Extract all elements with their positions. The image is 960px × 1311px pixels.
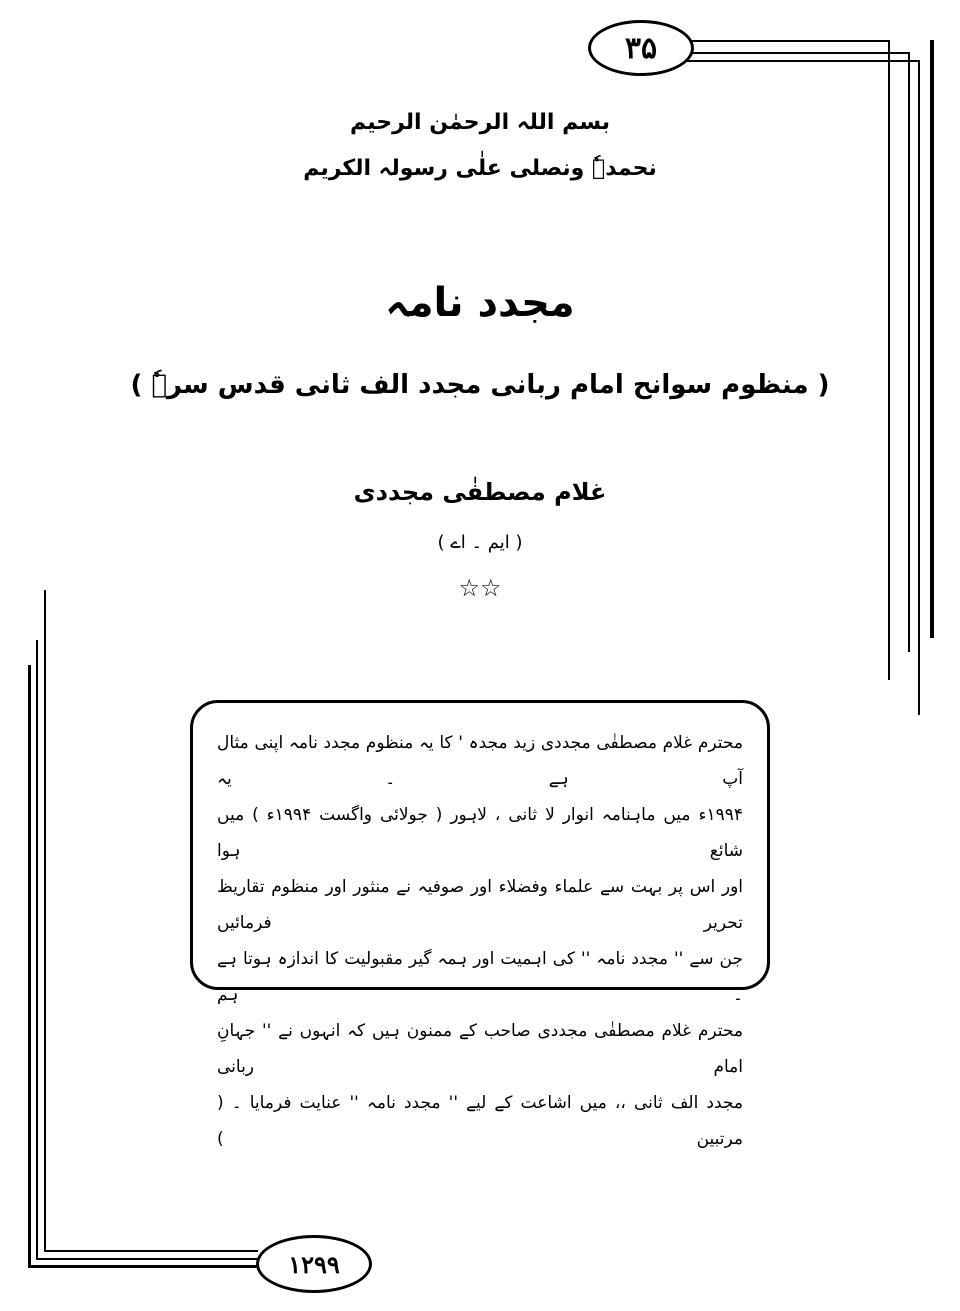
note-line: محترم غلام مصطفٰی مجددی صاحب کے ممنون ہیں کہ انہوں نے '' جہانِ امام ربانی (217, 1021, 743, 1077)
page-number-top-text: ۳۵ (624, 30, 658, 66)
frame-bottom-line (28, 1265, 258, 1268)
frame-top-line-outer (680, 60, 920, 62)
page-number-top (588, 20, 694, 76)
note-line: ۱۹۹۴ء میں ماہنامہ انوار لا ثانی ، لاہور ( جولائی واگست ۱۹۹۴ء ) میں شائع ہوا (217, 805, 743, 861)
star-ornament: ☆☆ (458, 574, 502, 602)
bismillah: بسم اللہ الرحمٰن الرحیم (349, 110, 610, 135)
publisher-note (190, 700, 770, 1149)
page-number-bottom-text: ۱۲۹۹ (288, 1249, 340, 1279)
frame-bottom-line-inner (36, 1258, 258, 1260)
invocation: نحمدہٗ ونصلی علٰی رسولہ الکریم (303, 156, 657, 181)
page-title: مجدد نامہ (385, 280, 575, 326)
author-degree: ( ایم ۔ اے ) (437, 532, 523, 553)
note-line: مجدد الف ثانی ،، میں اشاعت کے لیے '' مجدد نامہ '' عنایت فرمایا ۔ ( مرتبین ) (217, 1093, 743, 1149)
frame-top-line (680, 40, 890, 42)
page-number-bottom (256, 1235, 372, 1293)
page-subtitle: ( منظوم سوانح امام ربانی مجدد الف ثانی قدس سرہٗ ) (130, 370, 830, 400)
note-line: جن سے '' مجدد نامہ '' کی اہمیت اور ہمہ گیر مقبولیت کا اندازہ ہوتا ہے ۔ ہم (217, 949, 743, 1005)
frame-bottom-line-outer (44, 1250, 258, 1252)
frame-left-line-inner (28, 665, 31, 1267)
frame-right-line-inner (908, 52, 910, 652)
note-line: اور اس پر بہت سے علماء وفضلاء اور صوفیہ نے منثور اور منظوم تقاریظ تحریر فرمائیں (217, 877, 743, 933)
frame-left-line-outer (36, 640, 38, 1260)
note-line: محترم غلام مصطفٰی مجددی زید مجدہ ' کا یہ منظوم مجدد نامہ اپنی مثال آپ ہے ۔ یہ (217, 733, 743, 789)
frame-top-line-inner (680, 52, 910, 54)
frame-left-line (44, 590, 46, 1250)
author-name: غلام مصطفٰی مجددی (353, 478, 607, 506)
